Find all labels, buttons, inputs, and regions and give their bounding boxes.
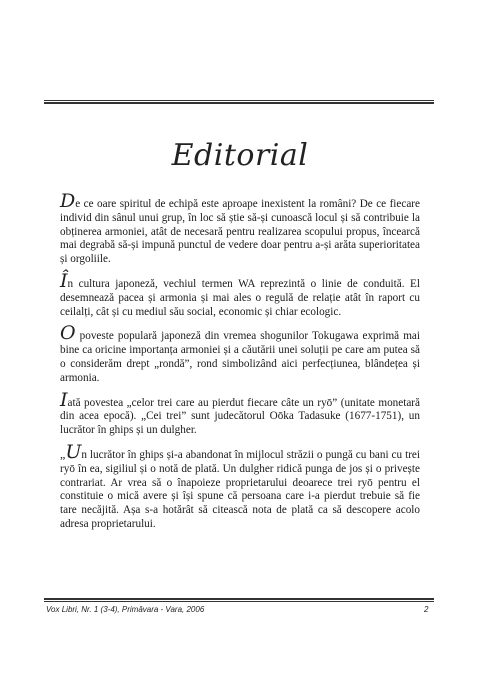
drop-cap: D — [60, 190, 76, 212]
page-title: Editorial — [171, 138, 309, 173]
paragraph — [60, 269, 420, 319]
top-rule — [44, 100, 434, 104]
paragraph-text: ată povestea „celor trei care au pierdut fiecare câte un ryō” (unitate monetară din acea epocă). „Cei trei” sunt judecătorul Oōka Tadasuke (1677-1751), un lucrător în ghips și un dulgher. — [60, 396, 420, 437]
paragraph-text: poveste populară japoneză din vremea shogunilor Tokugawa exprimă mai bine ca oricine importanța armoniei și a căutării unei soluții pe care am putea să o considerăm drept „rondă”, rond simbolizând aici perfecțiunea, blândețea și armonia. — [60, 330, 420, 384]
paragraph-text: e ce oare spiritul de echipă este aproape inexistent la români? De ce fiecare individ din sânul unui grup, în loc să știe să-și cunoască locul și să contribuie la obținerea armoniei, atât de necesară pentru realizarea scopului propus, încearcă mai degrabă să-și impună punctul de vedere doar pentru a-și arăta superioritatea și orgoliile. — [60, 198, 420, 266]
drop-cap: U — [65, 440, 82, 463]
paragraph — [60, 190, 420, 267]
drop-cap: I — [60, 388, 68, 411]
paragraph — [60, 388, 420, 438]
paragraph-text: n cultura japoneză, vechiul termen WA reprezintă o linie de conduită. El desemnează pacea și armonia și mai ales o regulă de relație atât în raport cu ceilalți, cât și cu mediul său social, economic și chiar ecologic. — [60, 277, 420, 318]
article-body — [60, 190, 420, 541]
bottom-rule — [44, 598, 434, 602]
paragraph: „Un lucrător în ghips și-a abandonat în mijlocul străzii o pungă cu bani cu trei ryō în ea, sigiliul și o notă de plată. Un dulgher ridică punga de jos și o privește contrariat. Ar vrea să o înapoieze proprietarului deoarece trei ryō pentru el constituie o mică avere și își spune că persoana care i-a pierdut trebuie să fie tare necăjită. Așa s-a hotărât să citească nota de plată ca să descopere acolo adresa proprietarului. — [60, 440, 420, 530]
drop-cap: Î — [60, 269, 68, 292]
page-number: 2 — [424, 605, 429, 614]
drop-cap: O — [60, 322, 76, 345]
footer-citation: Vox Libri, Nr. 1 (3-4), Primăvara - Vara, 2006 — [46, 605, 205, 614]
paragraph — [60, 322, 420, 385]
paragraph-text: n lucrător în ghips și-a abandonat în mijlocul străzii o pungă cu bani cu trei ryō în ea, sigiliul și o notă de plată. Un dulgher ridică punga de jos și o privește contrariat. Ar vrea să o înapoieze proprietarului deoarece trei ryō pentru el constituie o mică avere și își spune că persoana care i-a pierdut trebuie să fie tare necăjită. Așa s-a hotărât să citească nota de plată ca să descopere acolo adresa proprietarului. — [60, 448, 420, 530]
